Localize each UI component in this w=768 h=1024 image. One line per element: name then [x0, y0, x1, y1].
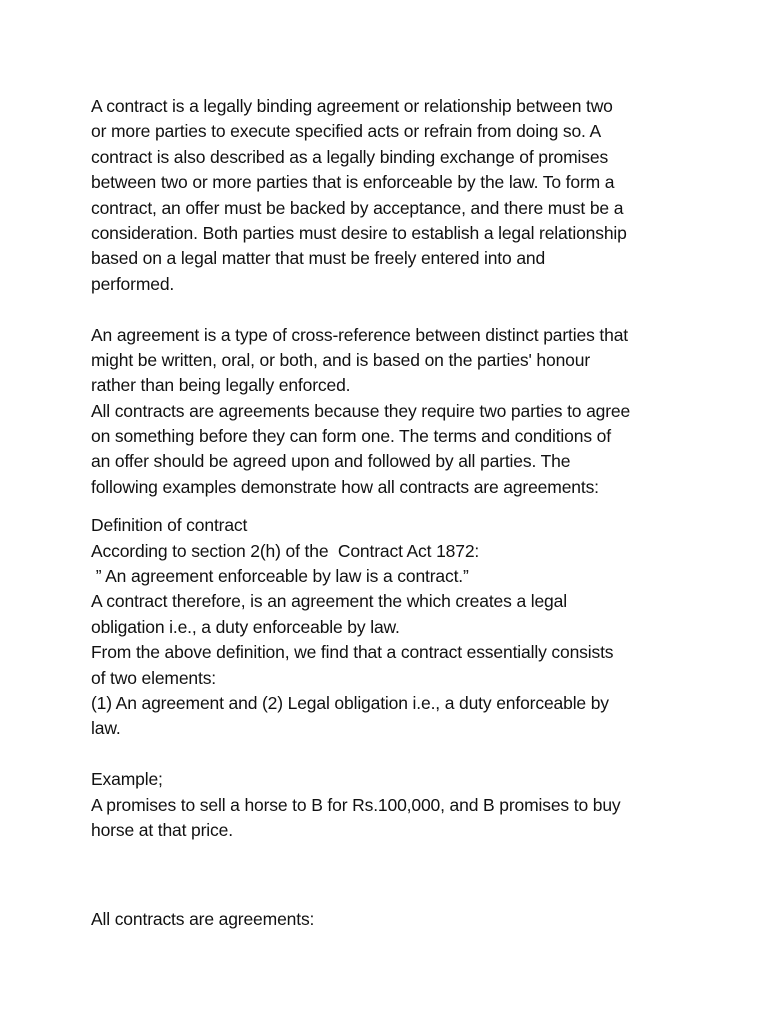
- paragraph-example: [91, 767, 691, 843]
- text-line: consideration. Both parties must desire to establish a legal relationship: [91, 222, 627, 243]
- text-line: All contracts are agreements because they require two parties to agree: [91, 400, 631, 421]
- paragraph-agreement: [91, 323, 691, 501]
- text-line: an offer should be agreed upon and followed by all parties. The: [91, 451, 571, 472]
- text-line: of two elements:: [91, 667, 217, 688]
- paragraph-spacer: [91, 297, 691, 322]
- text-line: A promises to sell a horse to B for Rs.100,000, and B promises to buy: [91, 794, 621, 815]
- text-line: obligation i.e., a duty enforceable by law.: [91, 616, 400, 637]
- text-line: on something before they can form one. The terms and conditions of: [91, 426, 611, 447]
- paragraph-contract-definition: [91, 94, 691, 297]
- paragraph-definition-of-contract: [91, 513, 691, 742]
- text-line: (1) An agreement and (2) Legal obligation i.e., a duty enforceable by: [91, 692, 609, 713]
- paragraph-spacer: [91, 742, 691, 767]
- text-line: contract is also described as a legally binding exchange of promises: [91, 146, 609, 167]
- text-line: A contract therefore, is an agreement the which creates a legal: [91, 591, 567, 612]
- paragraph-all-contracts: [91, 907, 691, 932]
- quote-line: ” An agreement enforceable by law is a contract.”: [91, 566, 469, 587]
- text-line: following examples demonstrate how all contracts are agreements:: [91, 476, 599, 497]
- paragraph-spacer: [91, 881, 691, 906]
- text-line: based on a legal matter that must be freely entered into and: [91, 248, 546, 269]
- section-heading: Definition of contract: [91, 515, 248, 536]
- section-heading: Example;: [91, 769, 163, 790]
- text-line: From the above definition, we find that a contract essentially consists: [91, 642, 614, 663]
- paragraph-spacer: [91, 500, 691, 513]
- text-line: between two or more parties that is enforceable by the law. To form a: [91, 172, 615, 193]
- text-line: A contract is a legally binding agreement or relationship between two: [91, 96, 613, 116]
- text-line: or more parties to execute specified acts or refrain from doing so. A: [91, 121, 602, 142]
- text-line: law.: [91, 718, 121, 739]
- document-body: [91, 94, 691, 932]
- section-heading: All contracts are agreements:: [91, 908, 315, 929]
- paragraph-spacer: [91, 843, 691, 881]
- text-line: rather than being legally enforced.: [91, 375, 351, 396]
- text-line: An agreement is a type of cross-reference between distinct parties that: [91, 324, 628, 345]
- text-line: According to section 2(h) of the Contract Act 1872:: [91, 540, 480, 561]
- text-line: performed.: [91, 273, 175, 294]
- text-line: contract, an offer must be backed by acceptance, and there must be a: [91, 197, 624, 218]
- text-line: might be written, oral, or both, and is based on the parties' honour: [91, 349, 591, 370]
- text-line: horse at that price.: [91, 819, 233, 840]
